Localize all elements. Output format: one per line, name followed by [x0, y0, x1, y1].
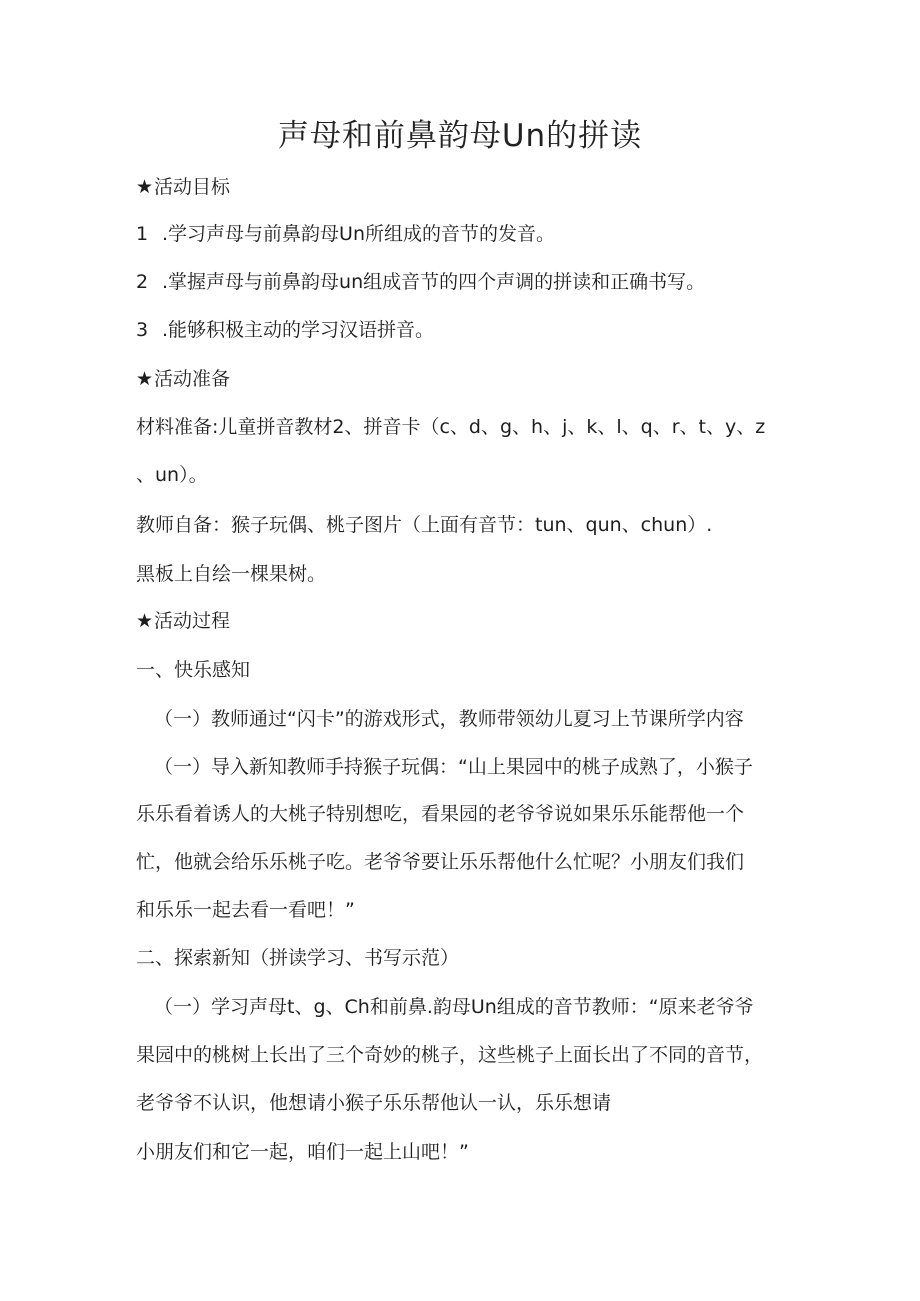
star-icon: ★	[136, 368, 154, 390]
process-heading	[136, 607, 230, 635]
prep-materials-line: 、un）。	[136, 464, 208, 486]
goal-text: .学习声母与前鼻韵母Un所组成的音节的发音。	[162, 223, 555, 245]
goal-item	[136, 316, 434, 344]
goal-text: .掌握声母与前鼻韵母un组成音节的四个声调的拼读和正确书写。	[162, 271, 706, 293]
goal-item	[136, 220, 555, 248]
goal-number: 1	[136, 223, 149, 245]
goal-text: .能够积极主动的学习汉语拼音。	[162, 319, 435, 341]
goals-heading-text: 活动目标	[154, 176, 231, 198]
prep-heading-text: 活动准备	[154, 368, 231, 390]
paragraph-line: （一）导入新知教师手持猴子玩偶：“山上果园中的桃子成熟了，小猴子	[154, 756, 753, 778]
process-heading-text: 活动过程	[154, 610, 231, 632]
paragraph-line: （一）教师通过“闪卡”的游戏形式，教师带领幼儿夏习上节课所学内容	[154, 708, 744, 730]
star-icon: ★	[136, 176, 154, 198]
prep-board-line: 黑板上自绘一棵果树。	[136, 563, 327, 585]
document-title: 声母和前鼻韵母Un的拼读	[277, 118, 643, 154]
goal-number: 2	[136, 271, 149, 293]
paragraph-line: （一）学习声母t、g、Ch和前鼻.韵母Un组成的音节教师：“原来老爷爷	[154, 996, 754, 1018]
paragraph-line: 果园中的桃树上长出了三个奇妙的桃子，这些桃子上面长出了不同的音节，	[136, 1044, 764, 1066]
goals-heading	[136, 173, 230, 201]
star-icon: ★	[136, 610, 154, 632]
part1-heading: 一、快乐感知	[136, 659, 251, 681]
goal-item	[136, 268, 705, 296]
prep-materials-line: 材料准备:儿童拼音教材2、拼音卡（c、d、g、h、j、k、l、q、r、t、y、z	[136, 416, 766, 438]
part2-heading: 二、探索新知（拼读学习、书写示范）	[136, 947, 460, 969]
paragraph-line: 小朋友们和它一起，咱们一起上山吧！”	[136, 1141, 469, 1163]
goal-number: 3	[136, 319, 149, 341]
paragraph-line: 老爷爷不认识，他想请小猴子乐乐帮他认一认，乐乐想请	[136, 1092, 612, 1114]
paragraph-line: 忙，他就会给乐乐桃子吃。老爷爷要让乐乐帮他什么忙呢？小朋友们我们	[136, 851, 745, 873]
paragraph-line: 乐乐看着诱人的大桃子特别想吃，看果园的老爷爷说如果乐乐能帮他一个	[136, 803, 745, 825]
prep-teacher-line: 教师自备：猴子玩偶、桃子图片（上面有音节：tun、qun、chun）.	[136, 514, 713, 536]
paragraph-line: 和乐乐一起去看一看吧！”	[136, 899, 355, 921]
prep-heading	[136, 365, 230, 393]
